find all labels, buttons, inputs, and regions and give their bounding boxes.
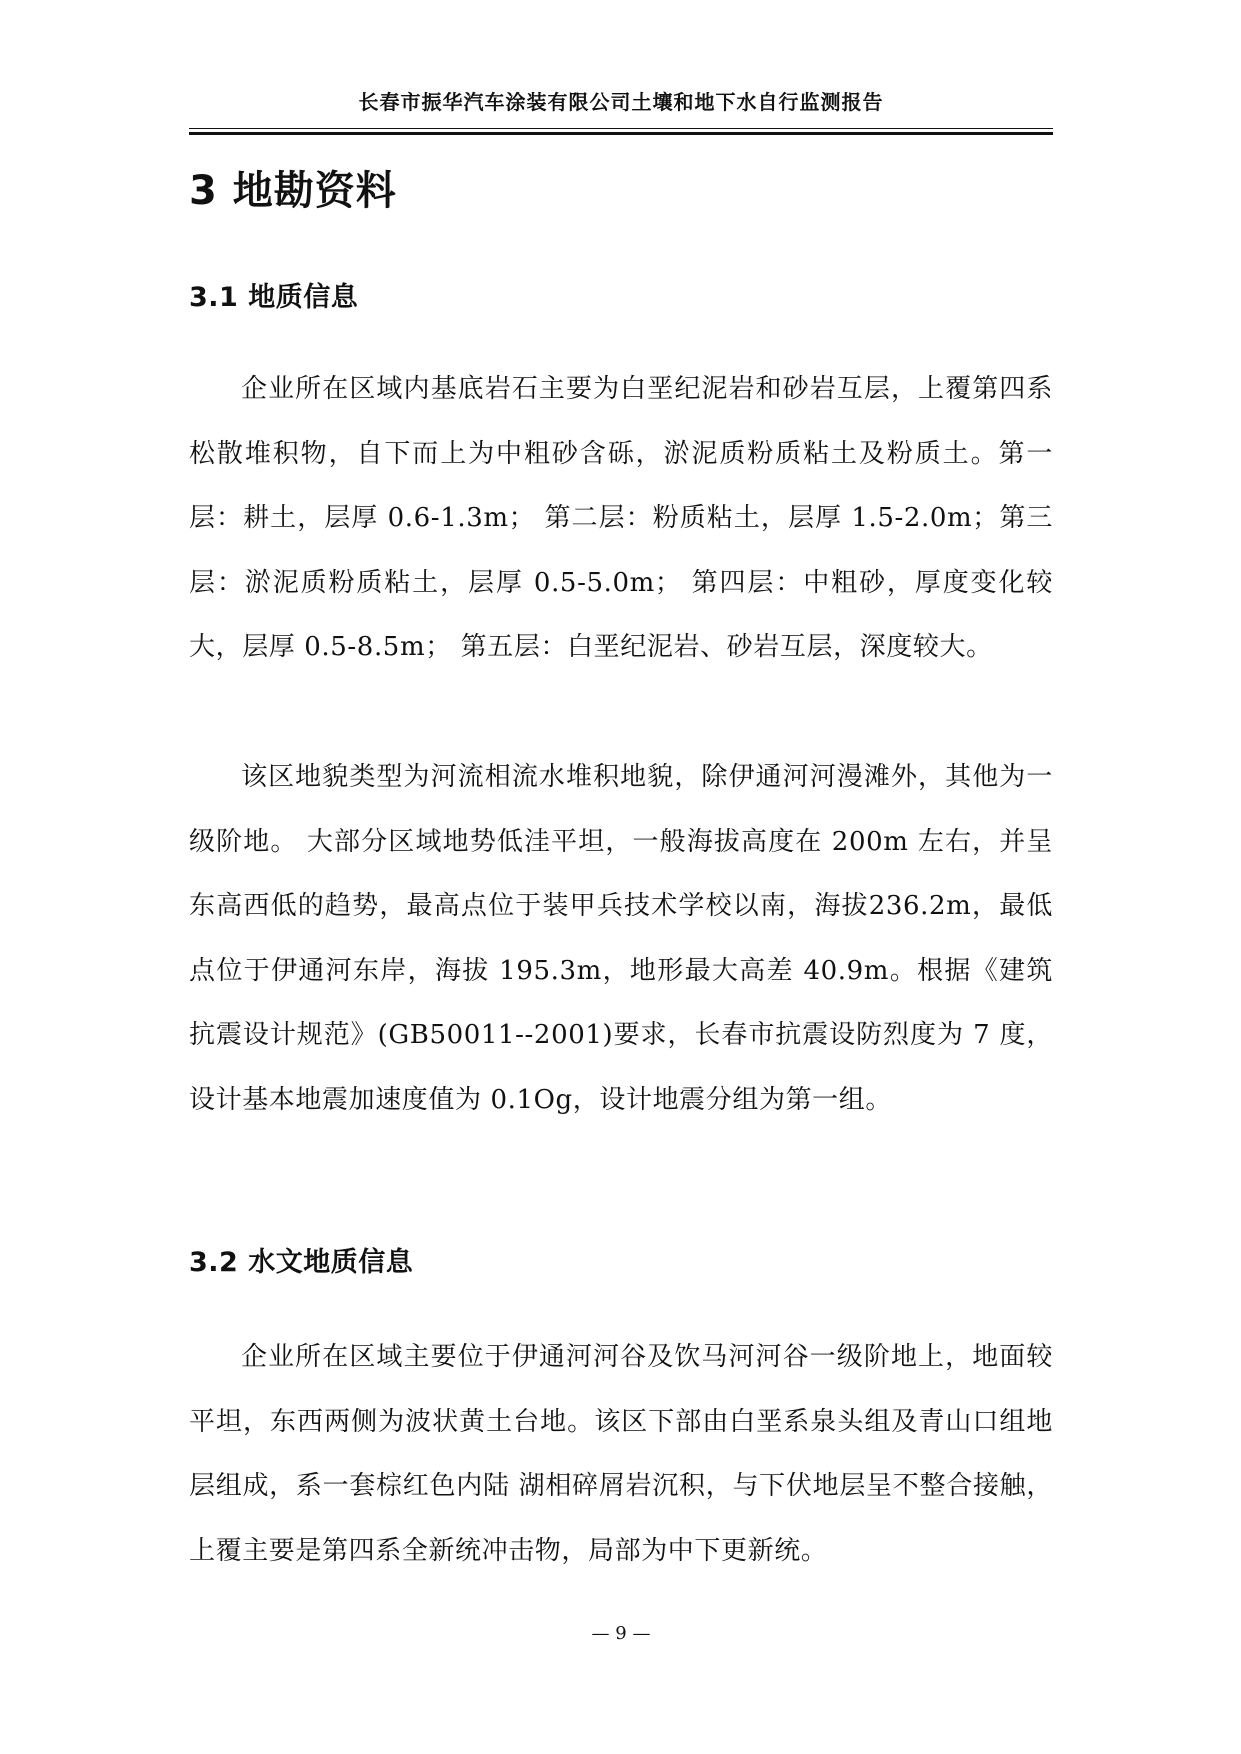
hydrogeology-paragraph: 企业所在区域主要位于伊通河河谷及饮马河河谷一级阶地上，地面较平坦，东西两侧为波状黄土台地。该区下部由白垩系泉头组及青山口组地层组成，系一套棕红色内陆 湖相碎屑岩沉积，与下伏地层呈不整合接触，上覆主要是第四系全新统冲击物，局部为中下更新统。 xyxy=(189,1342,1053,1566)
page-header-title: 长春市振华汽车涂装有限公司土壤和地下水自行监测报告 xyxy=(358,90,884,114)
section-heading-geology: 3.1 地质信息 xyxy=(189,282,359,313)
header-rule-thick xyxy=(189,132,1053,135)
page-number: — 9 — xyxy=(591,1623,651,1644)
section-heading-hydrogeology: 3.2 水文地质信息 xyxy=(189,1247,414,1278)
header-rule-thin xyxy=(189,128,1053,129)
chapter-title: 3 地勘资料 xyxy=(189,168,397,214)
geology-paragraph-landform: 该区地貌类型为河流相流水堆积地貌，除伊通河河漫滩外，其他为一级阶地。 大部分区域地势低洼平坦，一般海拔高度在 200m 左右，并呈东高西低的趋势，最高点位于装甲兵技术学校以南，海拔236.2m，最低点位于伊通河东岸，海拔 195.3m，地形最大高差 40.9m。根据《建筑抗震设计规范》(GB50011--2001)要求，长春市抗震设防烈度为 7 度，设计基本地震加速度值为 0.1Og，设计地震分组为第一组。 xyxy=(189,762,1053,1115)
geology-paragraph-strata: 企业所在区域内基底岩石主要为白垩纪泥岩和砂岩互层，上覆第四系松散堆积物，自下而上为中粗砂含砾，淤泥质粉质粘土及粉质土。第一层：耕土，层厚 0.6-1.3m； 第二层：粉质粘土，层厚 1.5-2.0m；第三层：淤泥质粉质粘土，层厚 0.5-5.0m； 第四层：中粗砂，厚度变化较大，层厚 0.5-8.5m； 第五层：白垩纪泥岩、砂岩互层，深度较大。 xyxy=(189,374,1053,662)
